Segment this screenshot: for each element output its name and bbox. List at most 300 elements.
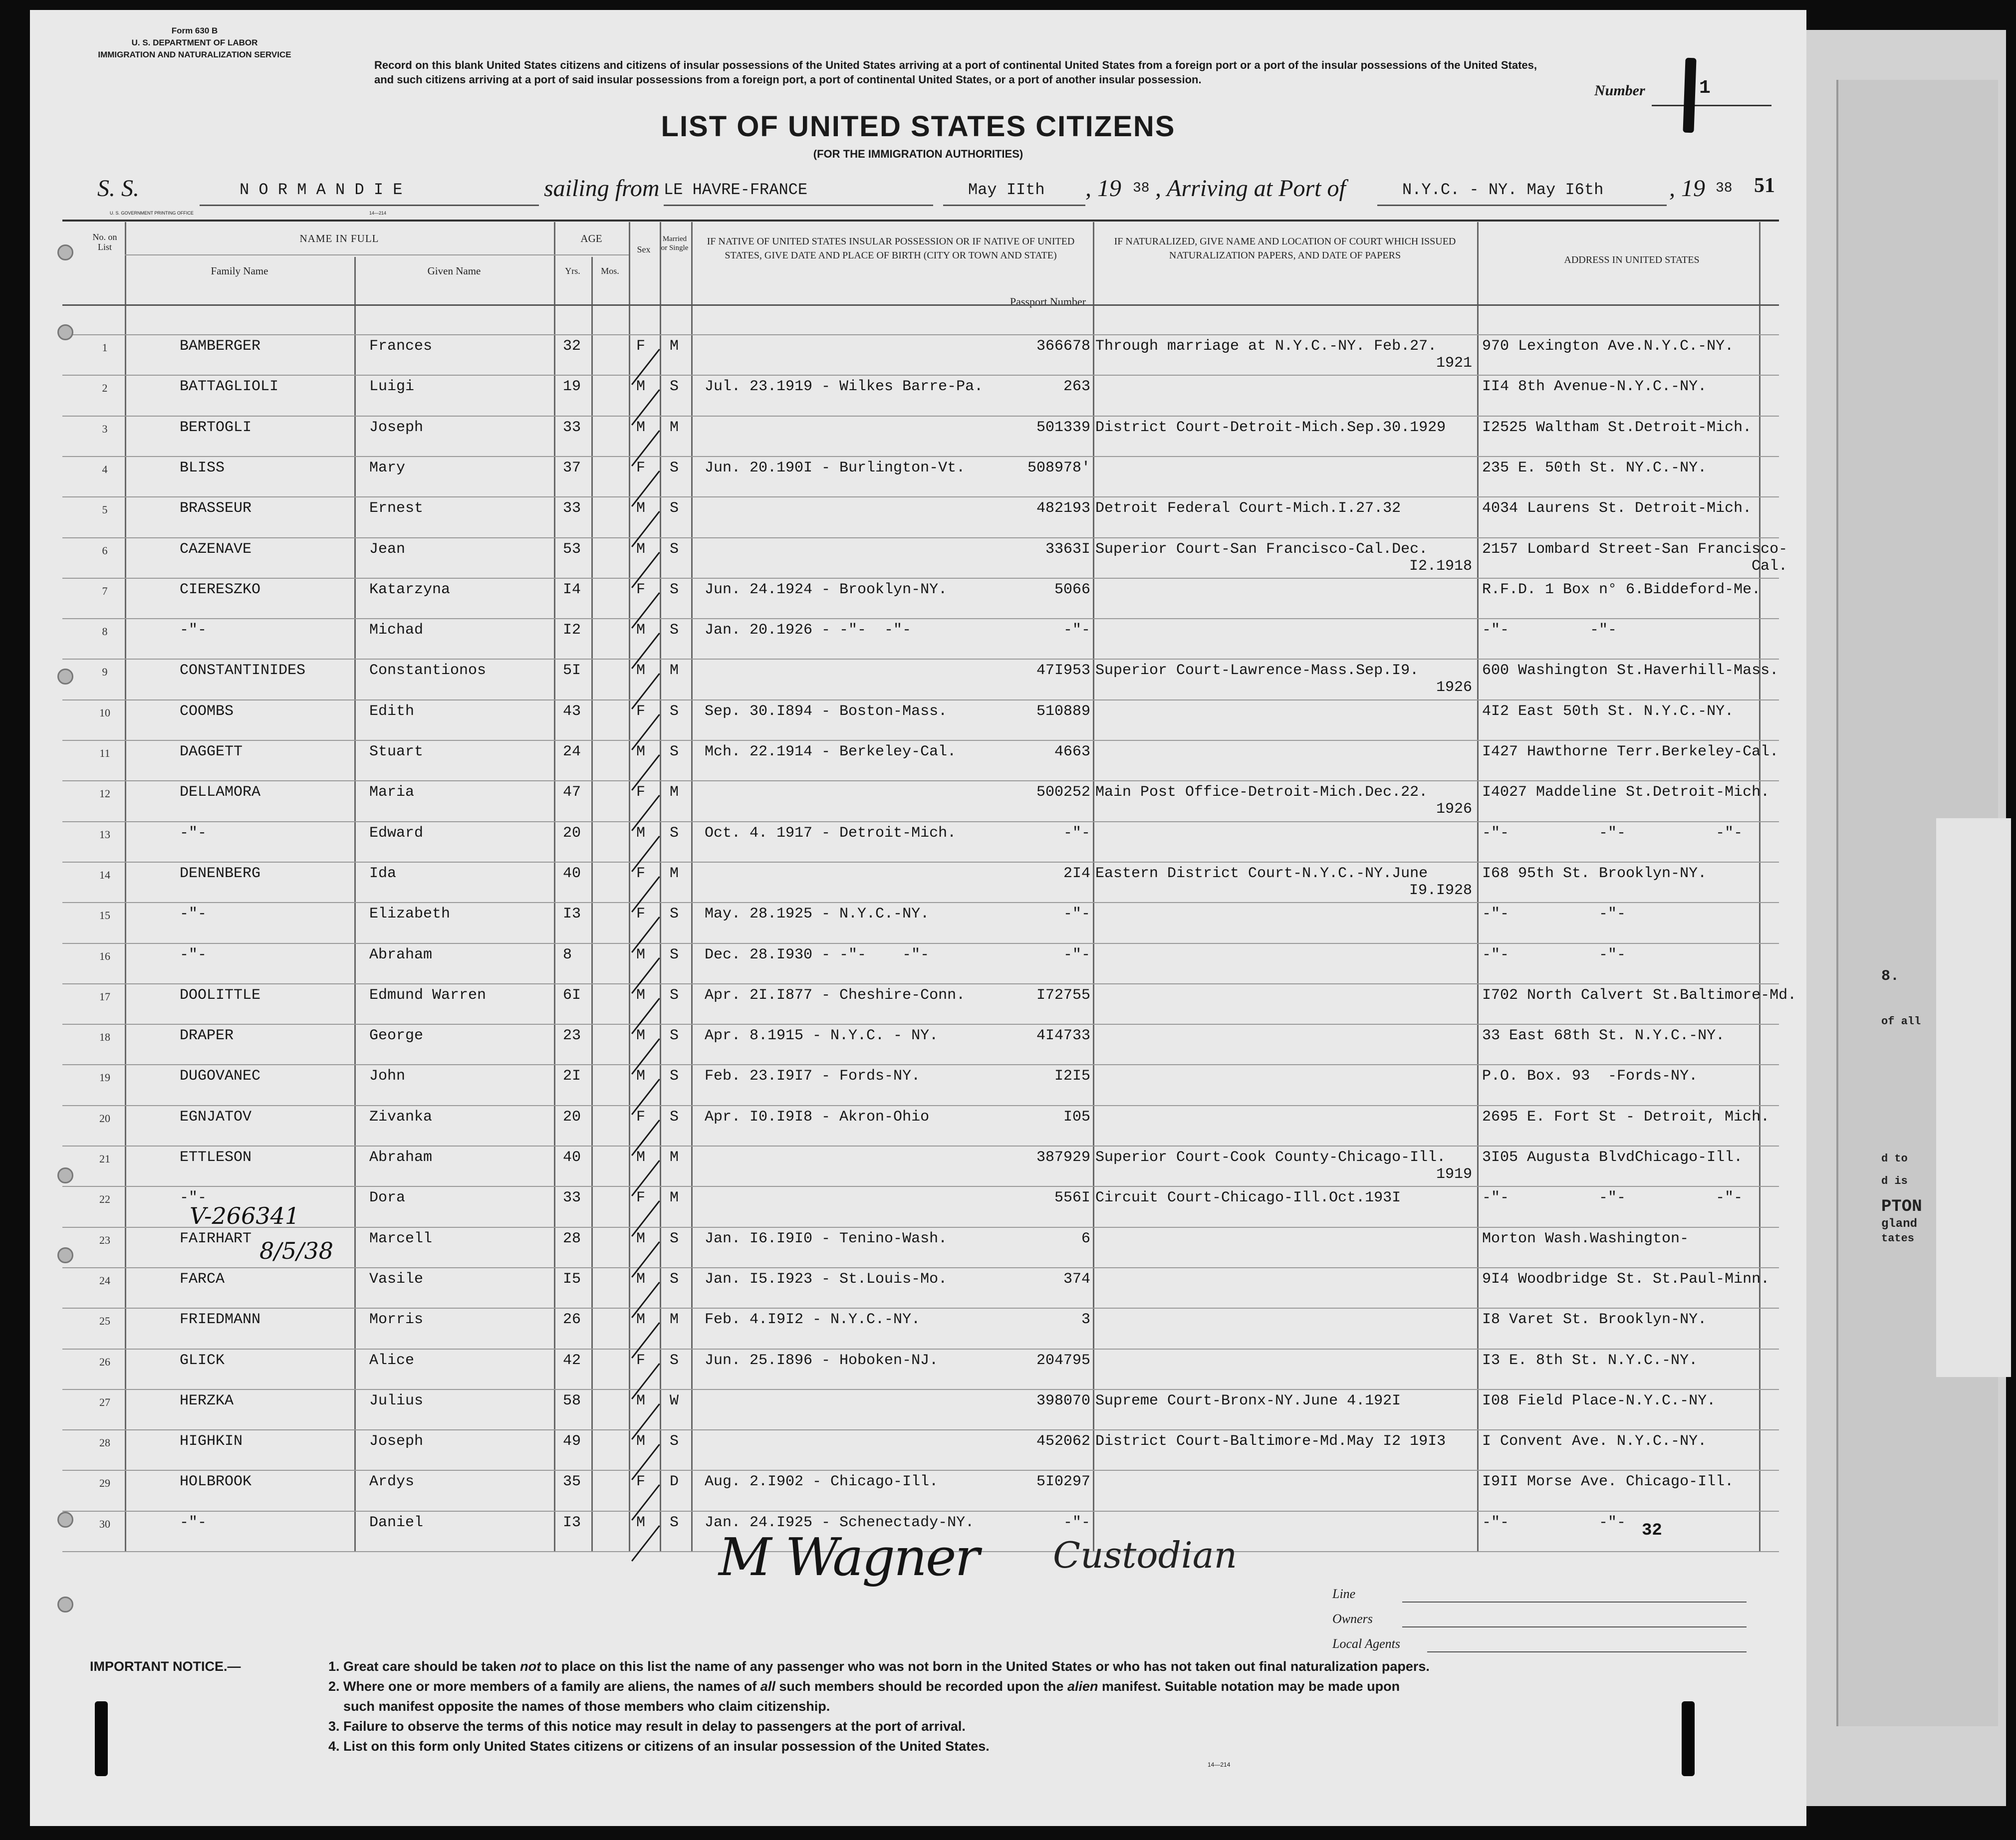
row-rule <box>62 902 1779 903</box>
row-rule <box>62 618 1779 619</box>
check-mark <box>631 349 660 385</box>
cell-given: Edward <box>369 824 424 842</box>
cell-given: Marcell <box>369 1230 433 1247</box>
cell-birth: Oct. 4. 1917 - Detroit-Mich. <box>705 824 957 842</box>
row-rule <box>62 1389 1779 1390</box>
cell-given: Edith <box>369 702 415 720</box>
handwritten-date: 8/5/38 <box>259 1237 334 1264</box>
punch-hole <box>57 244 73 260</box>
cell-passport: 500252 <box>1036 784 1090 801</box>
cell-birth: Apr. 2I.I877 - Cheshire-Conn. <box>705 986 966 1004</box>
cell-addr: 235 E. 50th St. NY.C.-NY. <box>1482 459 1707 476</box>
row-number: 26 <box>99 1355 110 1368</box>
cell-nat: Through marriage at N.Y.C.-NY. Feb.27. <box>1095 338 1437 355</box>
cell-age: 5I <box>563 662 581 680</box>
column-divider <box>354 257 356 1551</box>
background-text: 8. <box>1881 968 1900 985</box>
cell-birth: Feb. 23.I9I7 - Fords-NY. <box>705 1068 921 1085</box>
col-name-header: NAME IN FULL <box>299 232 379 244</box>
notice-item-1: IMPORTANT NOTICE.— 1. Great care should be taken not to place on this list the name of any passenger who was not born in the United States or who has not taken out final naturalization papers. <box>90 1656 1752 1676</box>
cell-given: Julius <box>369 1392 424 1409</box>
cell-family: BATTAGLIOLI <box>180 378 279 396</box>
cell-addr: -"- -"- <box>1482 946 1626 963</box>
col-no-header: No. on List <box>92 232 117 252</box>
check-mark <box>631 1160 660 1196</box>
cell-family: HERZKA <box>180 1392 234 1409</box>
cell-family: DOOLITTLE <box>180 986 261 1004</box>
notice-item-4: 4. List on this form only United States citizens or citizens of an insular possession of the United States. <box>328 1739 990 1754</box>
cell-birth: Dec. 28.I930 - -"- -"- <box>705 946 930 963</box>
cell-given: Daniel <box>369 1514 424 1531</box>
row-rule <box>62 780 1779 781</box>
check-mark <box>631 470 660 507</box>
ship-name: N O R M A N D I E <box>240 181 403 199</box>
owners-label: Owners <box>1332 1611 1373 1626</box>
officer-signature: M Wagner <box>719 1527 979 1588</box>
column-divider <box>629 222 630 1551</box>
cell-family: EGNJATOV <box>180 1108 252 1126</box>
row-number: 11 <box>99 747 110 759</box>
cell-ms: S <box>670 500 679 517</box>
arriving-label: , Arriving at Port of <box>1155 175 1346 202</box>
cell-passport: 4I4733 <box>1036 1027 1090 1045</box>
cell-birth: Aug. 2.I902 - Chicago-Ill. <box>705 1473 939 1491</box>
cell-ms: S <box>670 1230 679 1247</box>
cell-addr: 4I2 East 50th St. N.Y.C.-NY. <box>1482 702 1734 720</box>
cell-given: Zivanka <box>369 1108 433 1126</box>
cell-age: 35 <box>563 1473 581 1491</box>
row-rule <box>62 375 1779 376</box>
cell-addr-cont: Cal. <box>1752 557 1788 575</box>
ss-label: S. S. <box>97 175 139 202</box>
departure-port: LE HAVRE-FRANCE <box>664 181 808 199</box>
punch-hole <box>57 1512 73 1528</box>
cell-given: Vasile <box>369 1270 424 1288</box>
cell-family: FAIRHART <box>180 1230 252 1247</box>
cell-sex: F <box>636 865 646 882</box>
row-rule <box>62 537 1779 538</box>
cell-ms: S <box>670 1027 679 1045</box>
row-number: 12 <box>99 787 110 800</box>
cell-birth: Jun. 25.I896 - Hoboken-NJ. <box>705 1352 939 1369</box>
cell-given: Katarzyna <box>369 581 451 598</box>
notice-item-3: 3. Failure to observe the terms of this notice may result in delay to passengers at the port of arrival. <box>328 1719 966 1734</box>
cell-sex: M <box>636 662 646 680</box>
cell-passport: 5066 <box>1054 581 1090 598</box>
cell-sex: F <box>636 702 646 720</box>
check-mark <box>631 1120 660 1156</box>
cell-sex: F <box>636 581 646 598</box>
cell-age: 47 <box>563 784 581 801</box>
cell-sex: F <box>636 459 646 476</box>
cell-ms: S <box>670 824 679 842</box>
cell-nat: District Court-Detroit-Mich.Sep.30.1929 <box>1095 419 1446 436</box>
cell-given: Michad <box>369 622 424 639</box>
cell-passport: I2I5 <box>1054 1068 1090 1085</box>
cell-birth: Jan. I6.I9I0 - Tenino-Wash. <box>705 1230 948 1247</box>
cell-age: 28 <box>563 1230 581 1247</box>
cell-sex: M <box>636 986 646 1004</box>
column-divider <box>1477 222 1479 1551</box>
check-mark <box>631 1403 660 1440</box>
cell-family: CIERESZKO <box>180 581 261 598</box>
cell-nat-date: 1921 <box>1436 355 1472 372</box>
cell-given: Abraham <box>369 946 433 963</box>
cell-passport: -"- <box>1063 1514 1090 1531</box>
row-rule <box>62 821 1779 822</box>
check-mark <box>631 998 660 1034</box>
cell-addr: I4027 Maddeline St.Detroit-Mich. <box>1482 784 1770 801</box>
col-passport-header: Passport Number <box>1009 295 1086 308</box>
check-mark <box>631 1363 660 1399</box>
header-subrule <box>554 254 629 255</box>
cell-addr: 970 Lexington Ave.N.Y.C.-NY. <box>1482 338 1734 355</box>
cell-ms: M <box>670 865 679 882</box>
row-number: 4 <box>102 462 108 475</box>
row-rule <box>62 1267 1779 1268</box>
cell-addr: I427 Hawthorne Terr.Berkeley-Cal. <box>1482 743 1779 760</box>
cell-family: CAZENAVE <box>180 540 252 558</box>
check-mark <box>631 1322 660 1359</box>
important-notice <box>90 1656 1752 1756</box>
check-mark <box>631 917 660 953</box>
cell-given: Abraham <box>369 1149 433 1166</box>
cell-family: DRAPER <box>180 1027 234 1045</box>
cell-ms: S <box>670 581 679 598</box>
check-mark <box>631 876 660 913</box>
cell-addr: 33 East 68th St. N.Y.C.-NY. <box>1482 1027 1725 1045</box>
ink-mark <box>95 1701 108 1776</box>
row-rule <box>62 1511 1779 1512</box>
cell-family: HIGHKIN <box>180 1433 243 1450</box>
cell-nat: Supreme Court-Bronx-NY.June 4.192I <box>1095 1392 1401 1409</box>
cell-given: Maria <box>369 784 415 801</box>
check-mark <box>631 836 660 872</box>
row-number: 13 <box>99 828 110 841</box>
page-title: LIST OF UNITED STATES CITIZENS <box>661 110 1176 143</box>
row-rule <box>62 416 1779 417</box>
column-divider <box>691 222 693 1551</box>
cell-age: 40 <box>563 865 581 882</box>
cell-birth: Jun. 20.190I - Burlington-Vt. <box>705 459 966 476</box>
row-number: 24 <box>99 1274 110 1287</box>
cell-addr: -"- -"- <box>1482 906 1626 923</box>
check-mark <box>631 1525 660 1562</box>
cell-passport: 556I <box>1054 1189 1090 1207</box>
cell-age: 6I <box>563 986 581 1004</box>
cell-sex: F <box>636 1473 646 1491</box>
cell-ms: S <box>670 1433 679 1450</box>
cell-given: Edmund Warren <box>369 986 487 1004</box>
row-number: 19 <box>99 1071 110 1084</box>
cell-given: Joseph <box>369 419 424 436</box>
cell-given: George <box>369 1027 424 1045</box>
column-divider <box>591 257 593 1551</box>
cell-birth: Apr. 8.1915 - N.Y.C. - NY. <box>705 1027 939 1045</box>
line-label: Line <box>1332 1587 1356 1601</box>
header-subrule <box>125 254 629 255</box>
row-number: 18 <box>99 1031 110 1044</box>
row-rule <box>62 456 1779 457</box>
cell-ms: W <box>670 1392 679 1409</box>
col-age-header: AGE <box>580 232 602 244</box>
ink-mark <box>1682 1701 1695 1776</box>
cell-family: -"- <box>180 1514 207 1531</box>
row-rule <box>62 578 1779 579</box>
cell-given: Frances <box>369 338 433 355</box>
cell-family: DENENBERG <box>180 865 261 882</box>
column-divider <box>554 222 555 1551</box>
check-mark <box>631 1079 660 1115</box>
row-number: 20 <box>99 1112 110 1125</box>
cell-age: 33 <box>563 419 581 436</box>
cell-passport: 4663 <box>1054 743 1090 760</box>
punch-hole <box>57 1167 73 1183</box>
underline <box>943 205 1085 206</box>
cell-birth: May. 28.1925 - N.Y.C.-NY. <box>705 906 930 923</box>
cell-birth: Apr. I0.I9I8 - Akron-Ohio <box>705 1108 930 1126</box>
col-yrs-header: Yrs. <box>565 266 580 276</box>
header-bottom-rule <box>62 304 1779 306</box>
row-rule <box>62 1186 1779 1187</box>
cell-addr: 4034 Laurens St. Detroit-Mich. <box>1482 500 1752 517</box>
agents-label: Local Agents <box>1332 1636 1401 1651</box>
agents-field <box>1427 1651 1747 1652</box>
row-number: 2 <box>102 382 108 395</box>
cell-passport: 374 <box>1063 1270 1090 1288</box>
cell-sex: M <box>636 824 646 842</box>
cell-passport: I05 <box>1063 1108 1090 1126</box>
check-mark <box>631 1484 660 1521</box>
cell-addr: 2695 E. Fort St - Detroit, Mich. <box>1482 1108 1770 1126</box>
cell-age: 26 <box>563 1311 581 1329</box>
check-mark <box>631 430 660 466</box>
cell-age: 40 <box>563 1149 581 1166</box>
row-number: 10 <box>99 706 110 719</box>
cell-sex: M <box>636 622 646 639</box>
row-number: 9 <box>102 666 108 679</box>
cell-age: I4 <box>563 581 581 598</box>
cell-birth: Jun. 24.1924 - Brooklyn-NY. <box>705 581 948 598</box>
cell-passport: 398070 <box>1036 1392 1090 1409</box>
cell-age: 20 <box>563 824 581 842</box>
cell-ms: M <box>670 338 679 355</box>
cell-passport: 366678 <box>1036 338 1090 355</box>
cell-ms: M <box>670 1149 679 1166</box>
cell-given: Luigi <box>369 378 415 396</box>
underline <box>200 205 539 206</box>
cell-nat-date: I2.1918 <box>1409 557 1472 575</box>
cell-addr: 3I05 Augusta BlvdChicago-Ill. <box>1482 1149 1743 1166</box>
cell-given: Ida <box>369 865 397 882</box>
cell-sex: M <box>636 378 646 396</box>
col-native-header: IF NATIVE OF UNITED STATES INSULAR POSSESSION OR IF NATIVE OF UNITED STATES, GIVE DATE AND PLACE OF BIRTH (CITY OR TOWN AND STATE) <box>707 236 1075 261</box>
row-rule <box>62 1349 1779 1350</box>
cell-age: 8 <box>563 946 572 963</box>
cell-age: I3 <box>563 906 581 923</box>
cell-ms: D <box>670 1473 679 1491</box>
cell-ms: S <box>670 622 679 639</box>
cell-passport: 47I953 <box>1036 662 1090 680</box>
cell-passport: 263 <box>1063 378 1090 396</box>
intro-text: Record on this blank United States citizens and citizens of insular possessions of the United States arriving at a port of continental United States from a foreign port or a port of the insular possessions of the United States, and such citizens arriving at a port of said insular possessions from a foreign port, a port of continental United States, or a port of another insular possession. <box>374 59 1537 86</box>
cell-passport: 3 <box>1081 1311 1090 1329</box>
form-reference <box>55 25 334 61</box>
cell-family: -"- <box>180 906 207 923</box>
background-text: gland <box>1881 1217 1918 1231</box>
row-number: 21 <box>99 1152 110 1165</box>
cell-passport: 387929 <box>1036 1149 1090 1166</box>
row-rule <box>62 1227 1779 1228</box>
row-rule <box>62 1308 1779 1309</box>
number-value: 1 <box>1699 77 1711 99</box>
background-text: of all <box>1881 1015 1921 1028</box>
cell-family: ETTLESON <box>180 1149 252 1166</box>
cell-passport: I72755 <box>1036 986 1090 1004</box>
cell-given: John <box>369 1068 406 1085</box>
cell-age: 33 <box>563 500 581 517</box>
cell-family: -"- <box>180 622 207 639</box>
column-divider <box>1759 222 1761 1551</box>
cell-addr: -"- -"- -"- <box>1482 1189 1743 1207</box>
owners-field <box>1402 1626 1747 1627</box>
cell-sex: M <box>636 1311 646 1329</box>
cell-passport: 508978' <box>1027 459 1090 476</box>
row-rule <box>62 1146 1779 1147</box>
cell-passport: -"- <box>1063 622 1090 639</box>
cell-sex: M <box>636 419 646 436</box>
check-mark <box>631 1038 660 1075</box>
cell-age: I5 <box>563 1270 581 1288</box>
cell-passport: 510889 <box>1036 702 1090 720</box>
printer-code: 14—214 <box>369 211 387 216</box>
cell-birth: Jan. 24.I925 - Schenectady-NY. <box>705 1514 975 1531</box>
cell-addr: I2525 Waltham St.Detroit-Mich. <box>1482 419 1752 436</box>
cell-family: -"- <box>180 1189 207 1207</box>
cell-age: 32 <box>563 338 581 355</box>
cell-given: Mary <box>369 459 406 476</box>
column-divider <box>1093 222 1094 1551</box>
col-sex-header: Sex <box>637 244 651 254</box>
cell-nat-date: I9.I928 <box>1409 882 1472 899</box>
cell-sex: F <box>636 784 646 801</box>
cell-birth: Feb. 4.I9I2 - N.Y.C.-NY. <box>705 1311 921 1329</box>
cell-family: DUGOVANEC <box>180 1068 261 1085</box>
check-mark <box>631 1200 660 1237</box>
cell-birth: Jan. I5.I923 - St.Louis-Mo. <box>705 1270 948 1288</box>
cell-nat-date: 1919 <box>1436 1166 1472 1183</box>
row-rule <box>62 862 1779 863</box>
cell-ms: S <box>670 1352 679 1369</box>
cell-birth: Jan. 20.1926 - -"- -"- <box>705 622 912 639</box>
background-text: PTON <box>1881 1197 1922 1216</box>
row-number: 14 <box>99 868 110 881</box>
cell-addr: I9II Morse Ave. Chicago-Ill. <box>1482 1473 1734 1491</box>
cell-addr: I3 E. 8th St. N.Y.C.-NY. <box>1482 1352 1698 1369</box>
cell-nat-date: 1926 <box>1436 801 1472 818</box>
arrival-year: 38 <box>1716 181 1733 196</box>
col-given-header: Given Name <box>427 265 481 277</box>
cell-ms: S <box>670 906 679 923</box>
form-code: 14—214 <box>1208 1761 1231 1768</box>
printer-note: U. S. GOVERNMENT PRINTING OFFICE <box>110 211 194 216</box>
cell-age: 58 <box>563 1392 581 1409</box>
cell-sex: M <box>636 946 646 963</box>
check-mark <box>631 673 660 709</box>
cell-nat: District Court-Baltimore-Md.May I2 19I3 <box>1095 1433 1446 1450</box>
row-rule <box>62 334 1779 335</box>
sailing-label: sailing from <box>544 175 660 202</box>
cell-age: 37 <box>563 459 581 476</box>
cell-age: 33 <box>563 1189 581 1207</box>
cell-family: BRASSEUR <box>180 500 252 517</box>
cell-family: -"- <box>180 824 207 842</box>
row-number: 17 <box>99 990 110 1003</box>
row-number: 25 <box>99 1315 110 1328</box>
cell-passport: -"- <box>1063 946 1090 963</box>
cell-ms: M <box>670 419 679 436</box>
line-field <box>1402 1602 1747 1603</box>
check-mark <box>631 754 660 791</box>
form-number: Form 630 B <box>171 26 218 35</box>
cell-addr: 2157 Lombard Street-San Francisco- <box>1482 540 1788 558</box>
cell-ms: S <box>670 1108 679 1126</box>
arrival-port: N.Y.C. - NY. May I6th <box>1402 181 1604 199</box>
row-number: 7 <box>102 584 108 597</box>
cell-ms: S <box>670 378 679 396</box>
cell-birth: Sep. 30.I894 - Boston-Mass. <box>705 702 948 720</box>
cell-passport: 501339 <box>1036 419 1090 436</box>
row-rule <box>62 1429 1779 1430</box>
row-rule <box>62 740 1779 741</box>
row-rule <box>62 943 1779 944</box>
cell-addr: P.O. Box. 93 -Fords-NY. <box>1482 1068 1698 1085</box>
cell-addr: -"- -"- <box>1482 622 1617 639</box>
row-number: 28 <box>99 1436 110 1449</box>
cell-given: Ernest <box>369 500 424 517</box>
row-rule <box>62 1105 1779 1106</box>
row-number: 8 <box>102 625 108 638</box>
cell-given: Joseph <box>369 1433 424 1450</box>
cell-sex: M <box>636 1392 646 1409</box>
check-mark <box>631 552 660 588</box>
col-married-header: Married or Single <box>661 235 689 252</box>
cell-addr: I Convent Ave. N.Y.C.-NY. <box>1482 1433 1707 1450</box>
cell-family: BAMBERGER <box>180 338 261 355</box>
cell-addr: Morton Wash.Washington- <box>1482 1230 1689 1247</box>
cell-addr: R.F.D. 1 Box n° 6.Biddeford-Me. <box>1482 581 1761 598</box>
cell-sex: M <box>636 743 646 760</box>
row-rule <box>62 1064 1779 1065</box>
cell-sex: M <box>636 1270 646 1288</box>
cell-given: Stuart <box>369 743 424 760</box>
cell-nat: Superior Court-Cook County-Chicago-Ill. <box>1095 1149 1446 1166</box>
notice-item-2: 2. Where one or more members of a family are aliens, the names of all such members should be recorded upon the alien manifest. Suitable notation may be made upon <box>328 1679 1400 1694</box>
cell-addr: I68 95th St. Brooklyn-NY. <box>1482 865 1707 882</box>
cell-nat: Detroit Federal Court-Mich.I.27.32 <box>1095 500 1401 517</box>
cell-addr: 9I4 Woodbridge St. St.Paul-Minn. <box>1482 1270 1770 1288</box>
row-rule <box>62 1470 1779 1471</box>
cell-family: FRIEDMANN <box>180 1311 261 1329</box>
cell-given: Alice <box>369 1352 415 1369</box>
cell-family: GLICK <box>180 1352 225 1369</box>
cell-addr: -"- -"- -"- <box>1482 824 1743 842</box>
cell-birth: Jul. 23.1919 - Wilkes Barre-Pa. <box>705 378 984 396</box>
cell-ms: S <box>670 459 679 476</box>
cell-addr: I08 Field Place-N.Y.C.-NY. <box>1482 1392 1716 1409</box>
row-number: 15 <box>99 909 110 922</box>
cell-sex: F <box>636 1189 646 1207</box>
